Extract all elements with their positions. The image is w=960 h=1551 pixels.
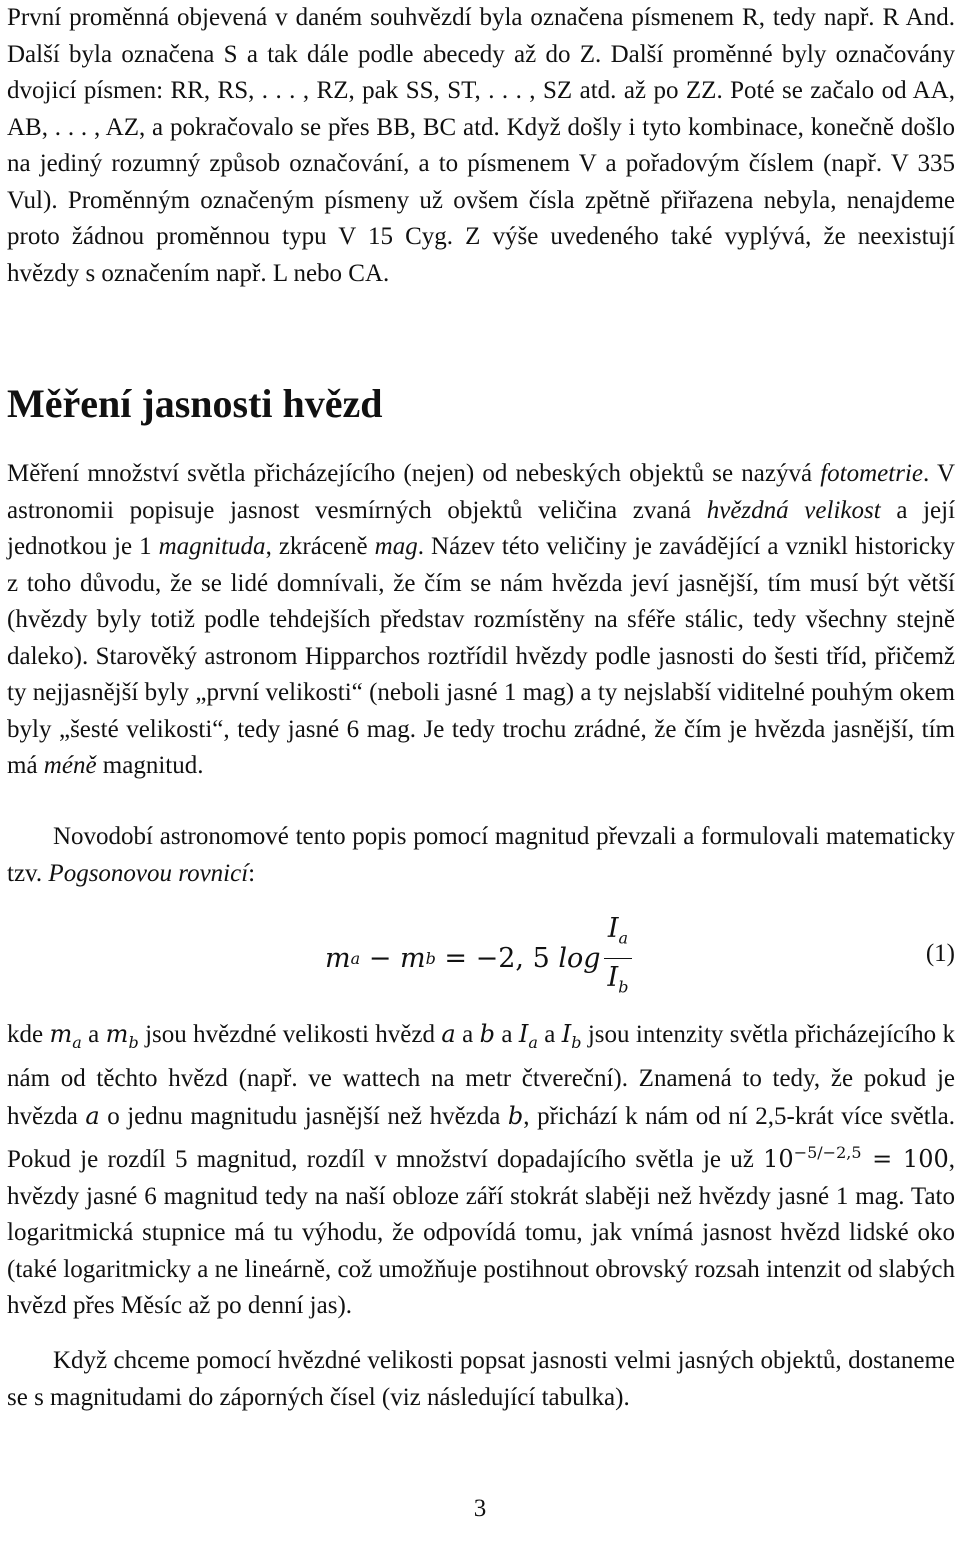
power-result: = 100 [861, 1145, 949, 1174]
text-span: Novodobí astronomové tento popis pomocí magnitud převzali a formulovali matematicky tzv. [7, 823, 955, 887]
paragraph-pogson-intro [7, 819, 955, 892]
power-base: 10 [763, 1145, 794, 1174]
eq-sub-b-text: b [425, 948, 436, 968]
text-span: a [81, 1021, 106, 1048]
var-Ib [561, 1020, 582, 1052]
term-photometry: fotometrie [820, 460, 923, 487]
equation-body [325, 912, 632, 1004]
text-span: jsou hvězdné velikosti hvězd [138, 1021, 442, 1048]
eq-num-sub: a [618, 928, 629, 948]
eq-sub-a-text: a [350, 948, 361, 968]
var-Ia [518, 1020, 538, 1052]
var-ma-sub: a [72, 1032, 82, 1052]
text-span: , zkráceně [265, 533, 375, 560]
text-span: : [248, 859, 256, 887]
text-span: , hvězdy jasné 6 magnitud tedy na naší obloze září stokrát slaběji než hvězdy jasné 1 mag. Tato logaritmická stupnice má tu výhodu, že odpovídá tomu, jak vnímá jasnost hvězd lidské oko (také logaritmicky a ne lineárně, což umožňuje postihnout obrovský rozsah intenzit od slabých hvězd přes Měsíc až po denní jas). [7, 1146, 955, 1320]
text-span: , přichází k nám od ní 2,5-krát více světla. Pokud je rozdíl 5 magnitud, rozdíl v množství dopadajícího světla je už [7, 1102, 956, 1174]
var-ma [49, 1020, 82, 1052]
term-magnitude-unit: magnituda [158, 533, 266, 560]
eq-den-sub: b [618, 976, 629, 996]
eq-sub-a [351, 949, 361, 968]
eq-numerator [604, 912, 632, 958]
paragraph-negative-magnitudes: Když chceme pomocí hvězdné velikosti popsat jasnosti velmi jasných objektů, dostaneme se s magnitudami do záporných čísel (viz následující tabulka). [7, 1347, 955, 1411]
term-less: méně [43, 752, 97, 779]
var-Ia-I: I [518, 1020, 529, 1048]
section-heading: Měření jasnosti hvězd [7, 381, 383, 426]
term-magnitude-quantity: hvězdná velikost [706, 496, 881, 524]
text-span: a [537, 1021, 562, 1048]
term-mag-abbrev: mag [374, 533, 418, 560]
var-Ib-sub: b [571, 1032, 582, 1052]
power-exponent: −5/−2,5 [793, 1143, 862, 1163]
paragraph-photometry [7, 456, 955, 785]
eq-m2: m [399, 942, 426, 974]
eq-equals: = −2, 5 [435, 942, 559, 974]
power-expression [763, 1145, 949, 1173]
var-a: a [441, 1020, 456, 1048]
eq-num-I: I [607, 913, 619, 945]
paragraph-equation-explanation [7, 1016, 955, 1325]
text-span: jsou intenzity světla přicházejícího k nám od těchto hvězd (např. ve wattech na metr čtvereční). Znamená to tedy, že pokud je hvězda [7, 1021, 955, 1130]
eq-log: log [558, 942, 601, 974]
equation-number: (1) [925, 940, 955, 967]
text-span: a její jednotkou je 1 [7, 496, 956, 560]
eq-fraction [604, 912, 633, 1004]
eq-minus: − [360, 942, 400, 974]
text-span: . Název této veličiny je zavádějící a vznikl historicky z toho důvodu, že se lidé domnívali, že čím se nám hvězda jeví jasnější, tím musí být větší (hvězdy byly totiž podle tehdejších představ rozmístěny na sféře stálic, tedy všechny stejně daleko). Starověký astronom Hipparchos roztřídil hvězdy podle jasnosti do šesti tříd, přičemž ty nejjasnější byly „první velikosti“ (neboli jasné 1 mag) a ty nejslabší viditelné pouhým okem byly „šesté velikosti“, tedy jasné 6 mag. Je tedy trochu zrádné, že čím je hvězda jasnější, tím má [7, 533, 955, 779]
text-span: Měření množství světla přicházejícího (nejen) od nebeských objektů se nazývá [7, 460, 821, 487]
var-mb [105, 1020, 139, 1052]
var-Ib-I: I [561, 1020, 572, 1048]
text-span: . V astronomii popisuje jasnost vesmírných objektů veličina zvaná [7, 460, 955, 524]
var-b: b [479, 1020, 495, 1048]
var-mb-m: m [105, 1020, 129, 1048]
var-a-2: a [85, 1101, 100, 1130]
page-number: 3 [473, 1495, 487, 1522]
var-ma-m: m [49, 1020, 73, 1048]
text-span: a [494, 1021, 519, 1048]
eq-denominator [604, 959, 633, 1004]
var-b-2: b [507, 1101, 524, 1130]
var-Ia-sub: a [528, 1032, 538, 1052]
eq-sub-b [426, 949, 436, 968]
text-span: a [455, 1021, 480, 1048]
var-mb-sub: b [128, 1032, 139, 1052]
pogson-equation [7, 912, 955, 1004]
text-span: o jednu magnitudu jasnější než hvězda [99, 1102, 508, 1130]
text-span: kde [7, 1021, 50, 1048]
eq-den-I: I [607, 961, 619, 993]
term-pogson-equation: Pogsonovou rovnicí [48, 859, 249, 887]
eq-m: m [325, 942, 351, 974]
text-span: magnitud. [96, 752, 204, 779]
paragraph-variable-star-naming: První proměnná objevená v daném souhvězdí byla označena písmenem R, tedy např. R And. Další byla označena S a tak dále podle abecedy až do Z. Další proměnné byly označovány dvojicí písmen: RR, RS, . . . , RZ, pak SS, ST, . . . , SZ atd. až po ZZ. Poté se začalo od AA, AB, . . . , AZ, a pokračovalo se přes BB, BC atd. Když došly i tyto kombinace, konečně došlo na jediný rozumný způsob označování, a to písmenem V a pořadovým číslem (např. V 335 Vul). Proměnným označeným písmeny už ovšem čísla zpětně přiřazena nebyla, nenajdeme proto žádnou proměnnou typu V 15 Cyg. Z výše uvedeného také vyplývá, že neexistují hvězdy s označením např. L nebo CA. [7, 4, 955, 287]
